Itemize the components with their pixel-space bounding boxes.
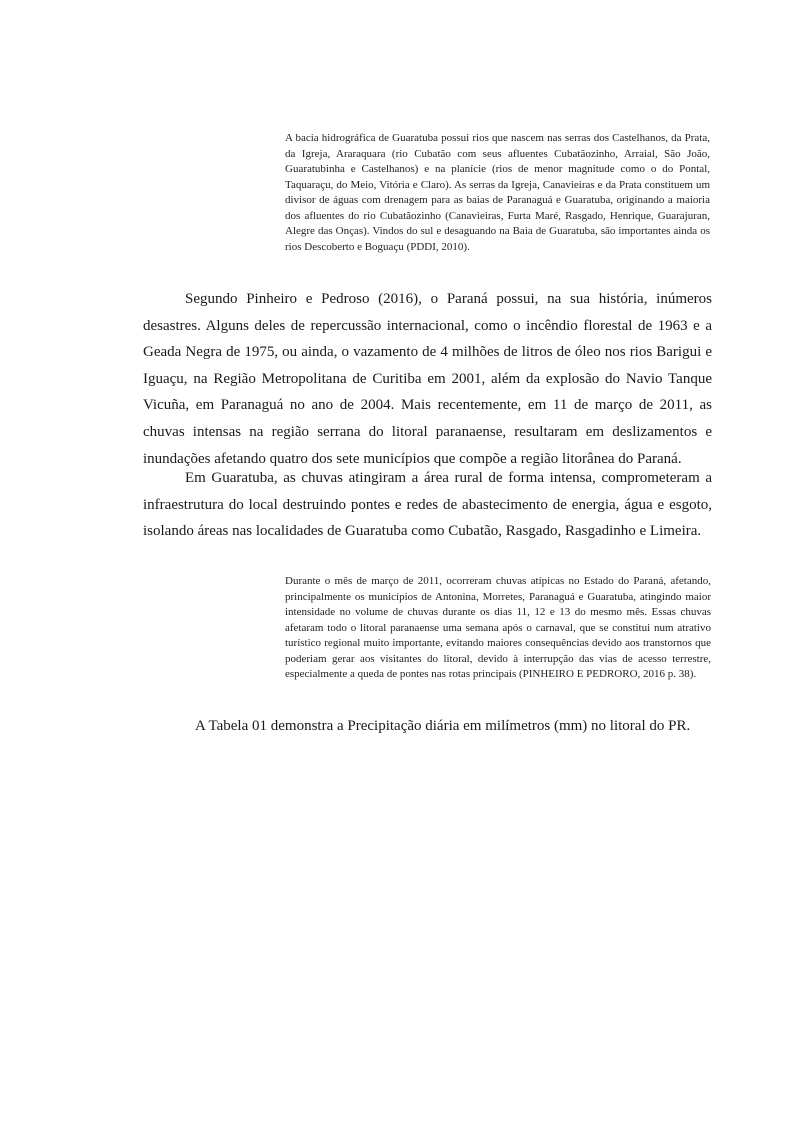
block-quote-bacia-hidrografica: A bacia hidrográfica de Guaratuba possui rios que nascem nas serras dos Castelhanos, da Prata, da Igreja, Araraquara (rio Cubatão com seus afluentes Cubatãozinho, Arraial, São João, Guaratubinha e Castelhanos) e na planície (rios de menor magnitude como o do Pontal, Taquaraçu, do Meio, Vitória e Claro). As serras da Igreja, Canavieiras e da Prata constituem um divisor de águas com drenagem para as baias de Paranaguá e Guaratuba, originando a maioria dos afluentes do rio Cubatãozinho (Canavieiras, Furta Maré, Rasgado, Henrique, Guarajuran, Alegre das Onças). Vindos do sul e desaguando na Baia de Guaratuba, são importantes ainda os rios Descoberto e Boguaçu (PDDI, 2010). xyxy=(285,132,710,253)
paragraph-desastres-parana: Segundo Pinheiro e Pedroso (2016), o Paraná possui, na sua história, inúmeros desastres. Alguns deles de repercussão internacional, como o incêndio florestal de 1963 e a Geada Negra de 1975, ou ainda, o vazamento de 4 milhões de litros de óleo nos rios Barigui e Iguaçu, na Região Metropolitana de Curitiba em 2001, além da explosão do Navio Tanque Vicuña, em Paranaguá no ano de 2004. Mais recentemente, em 11 de março de 2011, as chuvas intensas na região serrana do litoral paranaense, resultaram em deslizamentos e inundações afetando quatro dos sete municípios que compõe a região litorânea do Paraná. xyxy=(143,291,712,467)
paragraph-tabela-reference: A Tabela 01 demonstra a Precipitação diária em milímetros (mm) no litoral do PR. xyxy=(195,718,691,734)
block-quote-chuvas-marco-2011: Durante o mês de março de 2011, ocorreram chuvas atípicas no Estado do Paraná, afetando, principalmente os municípios de Antonina, Morretes, Paranaguá e Guaratuba, atingindo maior intensidade no volume de chuvas durante os dias 11, 12 e 13 do mesmo mês. Essas chuvas afetaram todo o litoral paranaense uma semana após o carnaval, que se constitui num atrativo turístico regional muito importante, evitando maiores consequências devido aos transtornos que poderiam gerar aos visitantes do litoral, devido à interrupção das vias de acesso terrestre, especialmente a queda de pontes nas rotas principais (PINHEIRO E PEDRORO, 2016 p. 38). xyxy=(285,575,711,680)
paragraph-chuvas-guaratuba: Em Guaratuba, as chuvas atingiram a área rural de forma intensa, comprometeram a infraestrutura do local destruindo pontes e redes de abastecimento de energia, água e esgoto, isolando áreas nas localidades de Guaratuba como Cubatão, Rasgado, Rasgadinho e Limeira. xyxy=(143,470,712,540)
